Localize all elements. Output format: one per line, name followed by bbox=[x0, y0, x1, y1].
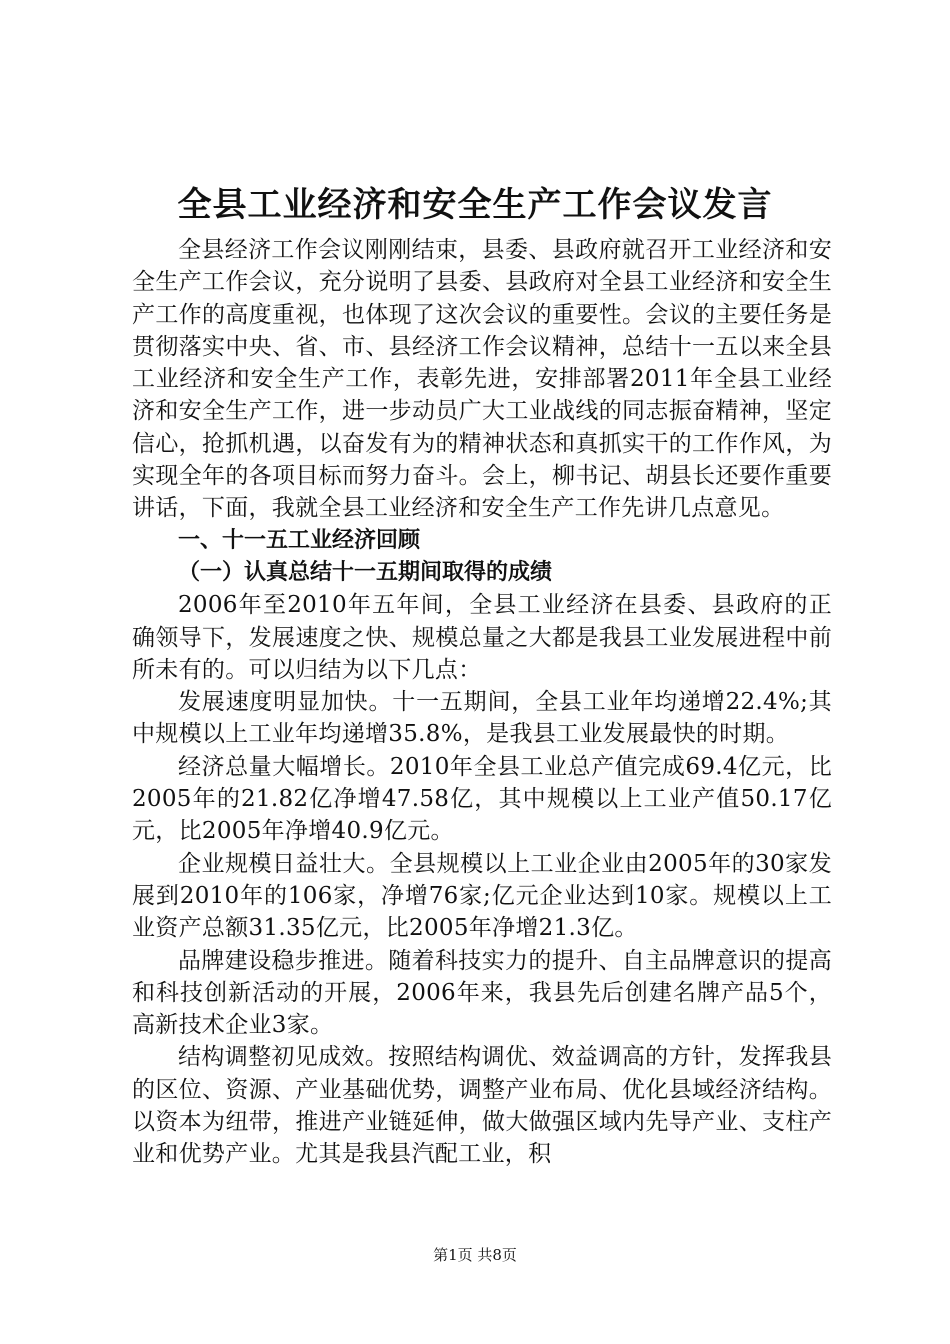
document-title: 全县工业经济和安全生产工作会议发言 bbox=[177, 185, 773, 225]
total-paragraph: 经济总量大幅增长。2010年全县工业总产值完成69.4亿元，比2005年的21.82亿净增47.58亿，其中规模以上工业产值50.17亿元，比2005年净增40.9亿元。 bbox=[132, 753, 832, 845]
structure-paragraph: 结构调整初见成效。按照结构调优、效益调高的方针，发挥我县的区位、资源、产业基础优势，调整产业布局、优化县域经济结构。以资本为纽带，推进产业链延伸，做大做强区域内先导产业、支柱产业和优势产业。尤其是我县汽配工业，积 bbox=[132, 1044, 832, 1168]
document-body bbox=[132, 234, 832, 1171]
speed-paragraph: 发展速度明显加快。十一五期间，全县工业年均递增22.4%;其中规模以上工业年均递增35.8%，是我县工业发展最快的时期。 bbox=[132, 689, 832, 748]
subsection-heading: （一）认真总结十一五期间取得的成绩 bbox=[178, 559, 553, 585]
page-footer: 第1页 共8页 bbox=[433, 1246, 517, 1264]
section-heading: 一、十一五工业经济回顾 bbox=[178, 527, 421, 553]
intro-paragraph: 全县经济工作会议刚刚结束，县委、县政府就召开工业经济和安全生产工作会议，充分说明了县委、县政府对全县工业经济和安全生产工作的高度重视，也体现了这次会议的重要性。会议的主要任务是贯彻落实中央、省、市、县经济工作会议精神，总结十一五以来全县工业经济和安全生产工作，表彰先进，安排部署2011年全县工业经济和安全生产工作，进一步动员广大工业战线的同志振奋精神，坚定信心，抢抓机遇，以奋发有为的精神状态和真抓实干的工作作风，为实现全年的各项目标而努力奋斗。会上，柳书记、胡县长还要作重要讲话，下面，我就全县工业经济和安全生产工作先讲几点意见。 bbox=[132, 237, 832, 522]
brand-paragraph: 品牌建设稳步推进。随着科技实力的提升、自主品牌意识的提高和科技创新活动的开展，2006年来，我县先后创建名牌产品5个，高新技术企业3家。 bbox=[132, 947, 832, 1039]
scale-paragraph: 企业规模日益壮大。全县规模以上工业企业由2005年的30家发展到2010年的106家，净增76家;亿元企业达到10家。规模以上工业资产总额31.35亿元，比2005年净增21.3亿。 bbox=[132, 850, 832, 942]
overview-paragraph: 2006年至2010年五年间，全县工业经济在县委、县政府的正确领导下，发展速度之快、规模总量之大都是我县工业发展进程中前所未有的。可以归结为以下几点： bbox=[132, 592, 832, 683]
